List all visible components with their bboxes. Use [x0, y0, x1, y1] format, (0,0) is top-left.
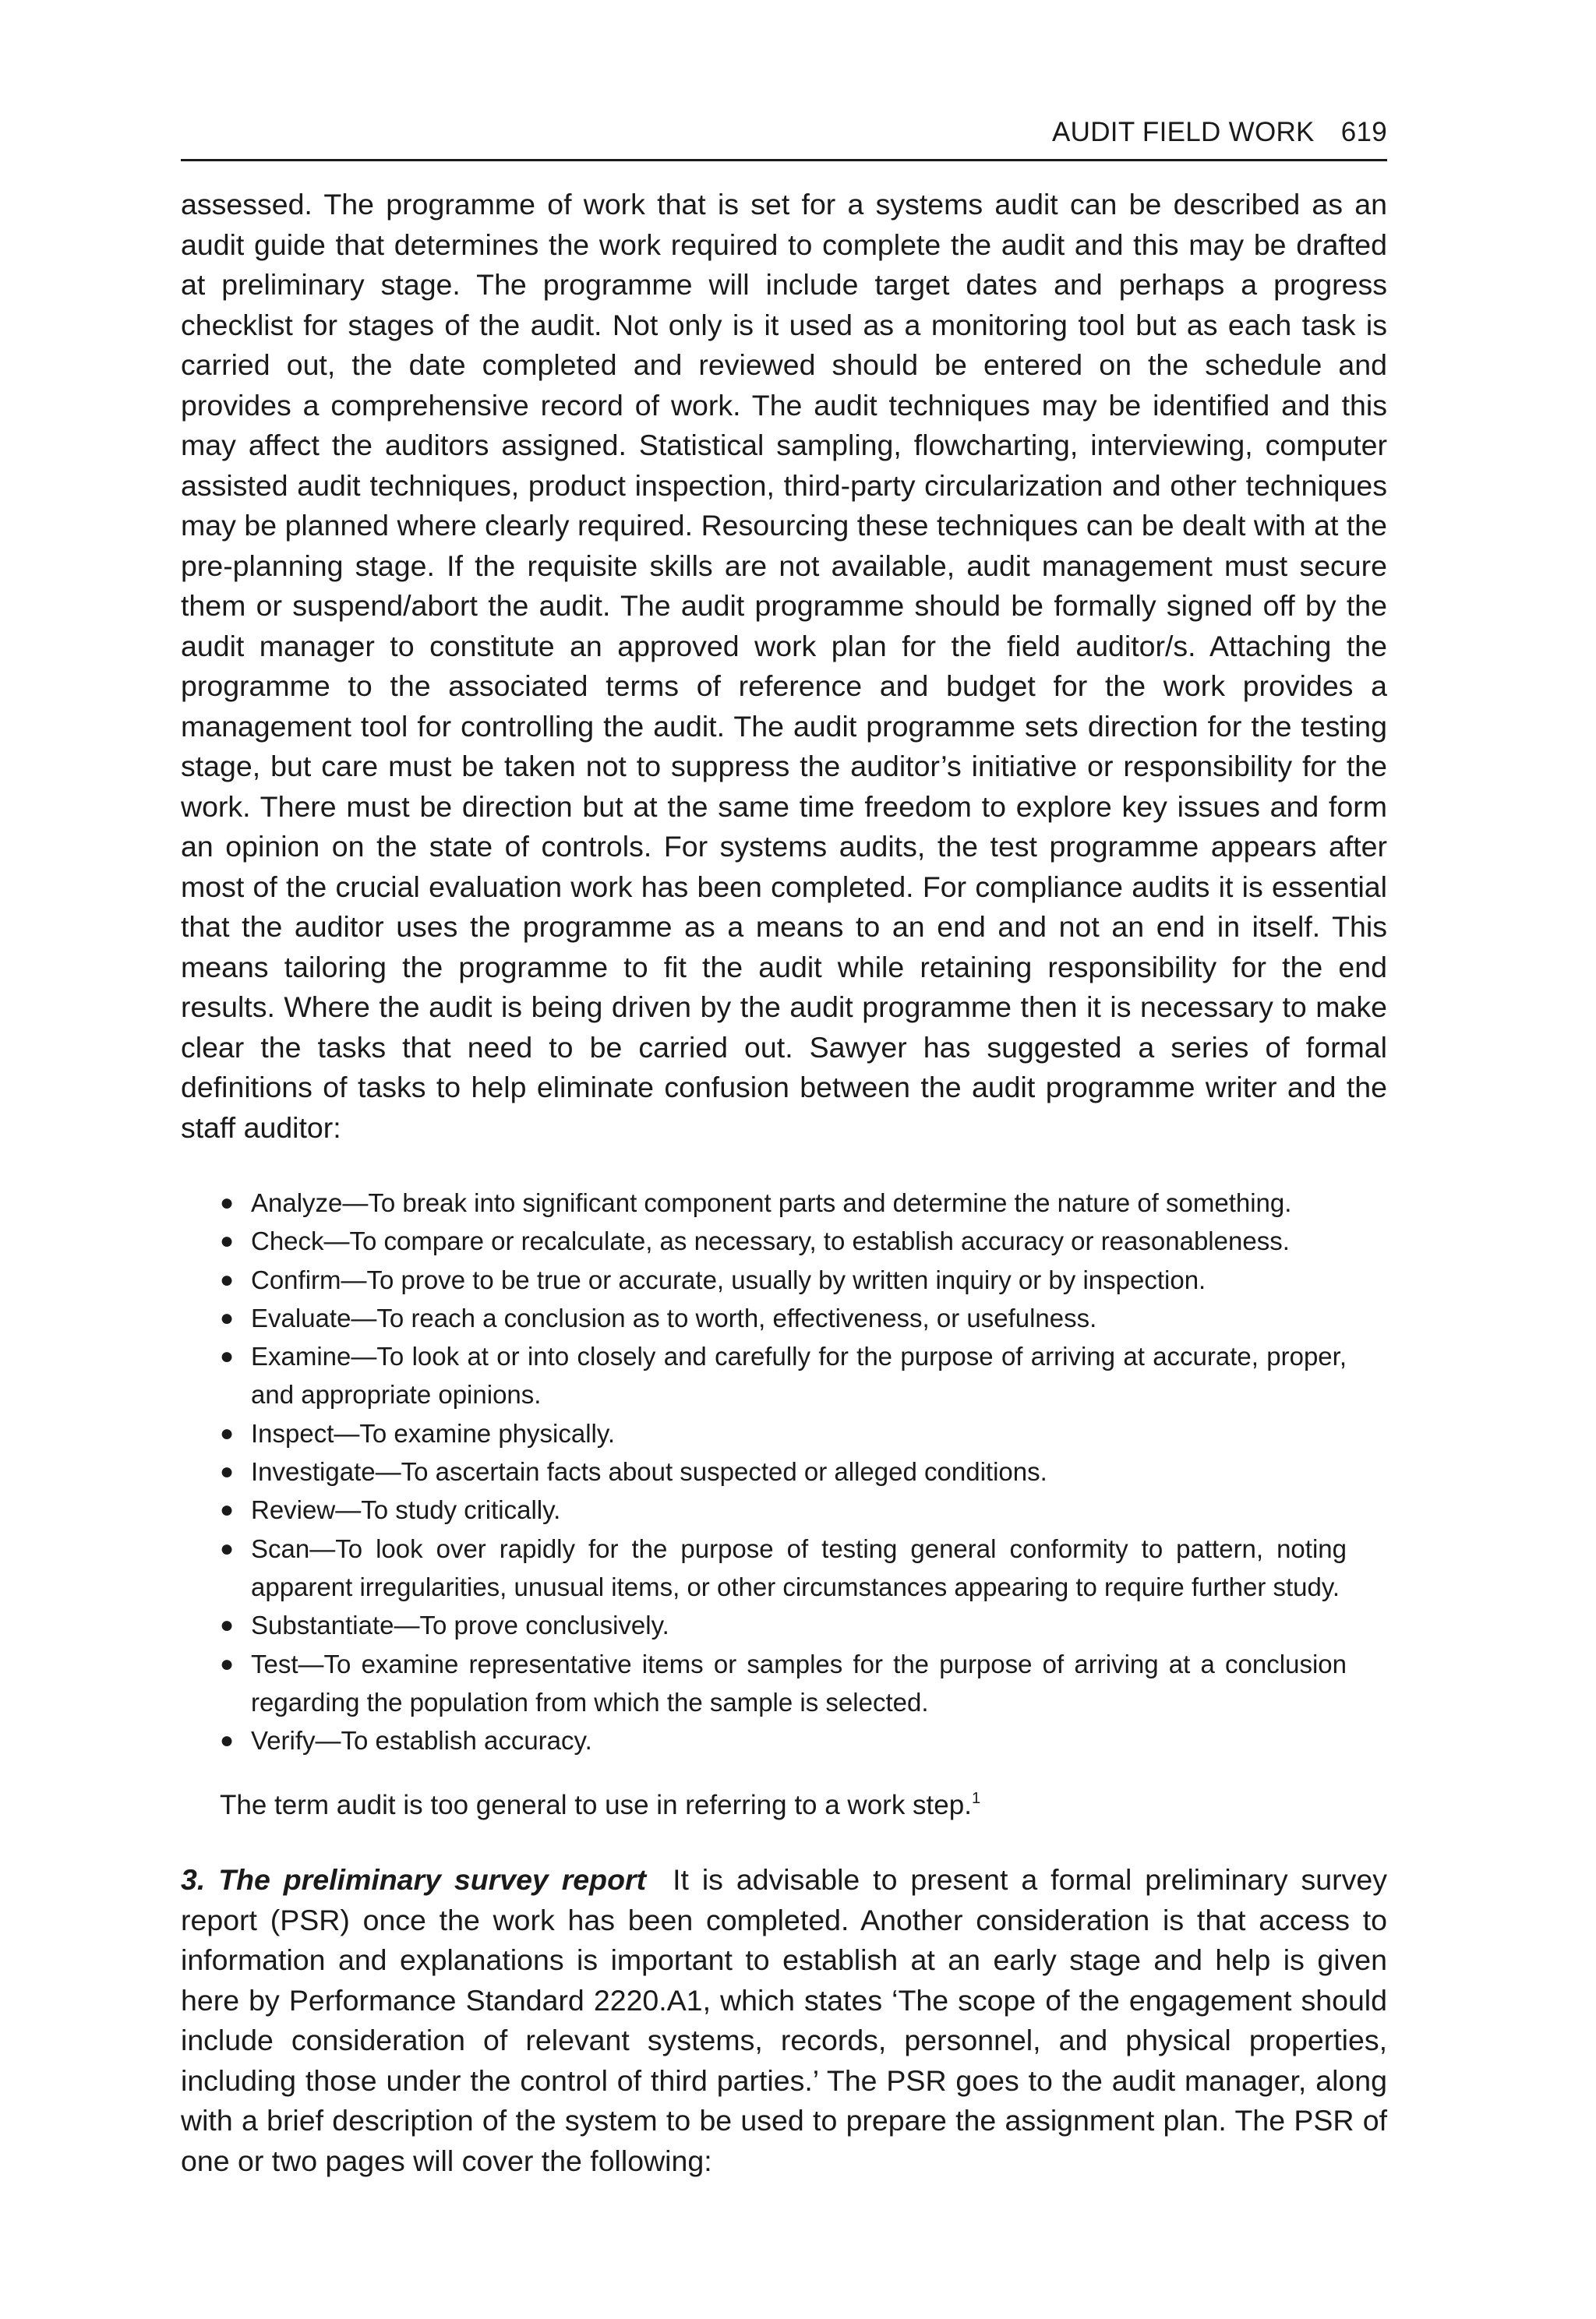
- bullet-icon: ●: [220, 1535, 235, 1562]
- list-item: [220, 1337, 1347, 1414]
- definition-text: Test—To examine representative items or samples for the purpose of arriving at a conclusion regarding the population from which the sample is selected.: [251, 1649, 1347, 1717]
- definition-text: Verify—To establish accuracy.: [251, 1726, 592, 1756]
- bullet-icon: ●: [220, 1650, 235, 1677]
- list-item: [220, 1530, 1347, 1607]
- list-item: [220, 1721, 1347, 1760]
- definition-text: Investigate—To ascertain facts about suspected or alleged conditions.: [251, 1457, 1047, 1487]
- list-item: [220, 1452, 1347, 1491]
- definition-text: Substantiate—To prove conclusively.: [251, 1611, 669, 1640]
- definition-text: Review—To study critically.: [251, 1495, 561, 1525]
- list-item: [220, 1222, 1347, 1260]
- list-item: [220, 1606, 1347, 1644]
- term-note: [220, 1786, 1387, 1824]
- list-item: [220, 1414, 1347, 1452]
- list-item: [220, 1645, 1347, 1722]
- bullet-icon: ●: [220, 1304, 235, 1331]
- list-item: [220, 1261, 1347, 1299]
- chapter-title: AUDIT FIELD WORK: [1052, 117, 1315, 147]
- definition-text: Scan—To look over rapidly for the purpose of testing general conformity to pattern, noting apparent irregularities, unusual items, or other circumstances appearing to require further study.: [251, 1534, 1347, 1601]
- definition-text: Check—To compare or recalculate, as necessary, to establish accuracy or reasonableness.: [251, 1227, 1290, 1256]
- list-item: [220, 1299, 1347, 1337]
- bullet-icon: ●: [220, 1497, 235, 1523]
- list-item: [220, 1491, 1347, 1529]
- bullet-icon: ●: [220, 1612, 235, 1639]
- bullet-icon: ●: [220, 1343, 235, 1370]
- running-header: [181, 117, 1387, 161]
- section-body: It is advisable to present a formal preliminary survey report (PSR) once the work has been completed. Another consideration is that access to information and explanations is important to establish at an early stage and help is given here by Performance Standard 2220.A1, which states ‘The scope of the engagement should include consideration of relevant systems, records, personnel, and physical properties, including those under the control of third parties.’ The PSR goes to the audit manager, along with a brief description of the system to be used to prepare the assignment plan. The PSR of one or two pages will cover the following:: [181, 1863, 1387, 2177]
- footnote-reference[interactable]: 1: [971, 1790, 981, 1808]
- bullet-icon: ●: [220, 1190, 235, 1216]
- definition-text: Confirm—To prove to be true or accurate, usually by written inquiry or by inspection.: [251, 1265, 1206, 1294]
- bullet-icon: ●: [220, 1266, 235, 1293]
- term-note-text: The term audit is too general to use in referring to a work step.: [220, 1790, 972, 1821]
- definition-text: Examine—To look at or into closely and carefully for the purpose of arriving at accurate, proper, and appropriate opinions.: [251, 1342, 1347, 1410]
- document-page: [181, 117, 1387, 2181]
- bullet-icon: ●: [220, 1459, 235, 1485]
- bullet-icon: ●: [220, 1420, 235, 1446]
- intro-paragraph: assessed. The programme of work that is set for a systems audit can be described as an audit guide that determines the work required to complete the audit and this may be drafted at preliminary stage. The programme will include target dates and perhaps a progress checklist for stages of the audit. Not only is it used as a monitoring tool but as each task is carried out, the date completed and reviewed should be entered on the schedule and provides a comprehensive record of work. The audit techniques may be identified and this may affect the auditors assigned. Statistical sampling, flowcharting, interviewing, computer assisted audit techniques, product inspection, third-party circularization and other techniques may be planned where clearly required. Resourcing these techniques can be dealt with at the pre-planning stage. If the requisite skills are not available, audit management must secure them or suspend/abort the audit. The audit programme should be formally signed off by the audit manager to constitute an approved work plan for the field auditor/s. Attaching the programme to the associated terms of reference and budget for the work provides a management tool for controlling the audit. The audit programme sets direction for the testing stage, but care must be taken not to suppress the auditor’s initiative or responsibility for the work. There must be direction but at the same time freedom to explore key issues and form an opinion on the state of controls. For systems audits, the test programme appears after most of the crucial evaluation work has been completed. For compliance audits it is essential that the auditor uses the programme as a means to an end and not an end in itself. This means tailoring the programme to fit the audit while retaining responsibility for the end results. Where the audit is being driven by the audit programme then it is necessary to make clear the tasks that need to be carried out. Sawyer has suggested a series of formal definitions of tasks to help eliminate confusion between the audit programme writer and the staff auditor:: [181, 188, 1387, 1144]
- section-heading: 3. The preliminary survey report: [181, 1863, 647, 1897]
- task-definitions-list: [181, 1184, 1387, 1760]
- definition-text: Evaluate—To reach a conclusion as to worth, effectiveness, or usefulness.: [251, 1303, 1097, 1332]
- bullet-icon: ●: [220, 1728, 235, 1754]
- bullet-icon: ●: [220, 1228, 235, 1255]
- section-paragraph: [181, 1860, 1387, 2181]
- list-item: [220, 1184, 1347, 1222]
- definition-text: Inspect—To examine physically.: [251, 1418, 616, 1448]
- page-number: 619: [1340, 117, 1387, 147]
- definition-text: Analyze—To break into significant component parts and determine the nature of something.: [251, 1188, 1292, 1217]
